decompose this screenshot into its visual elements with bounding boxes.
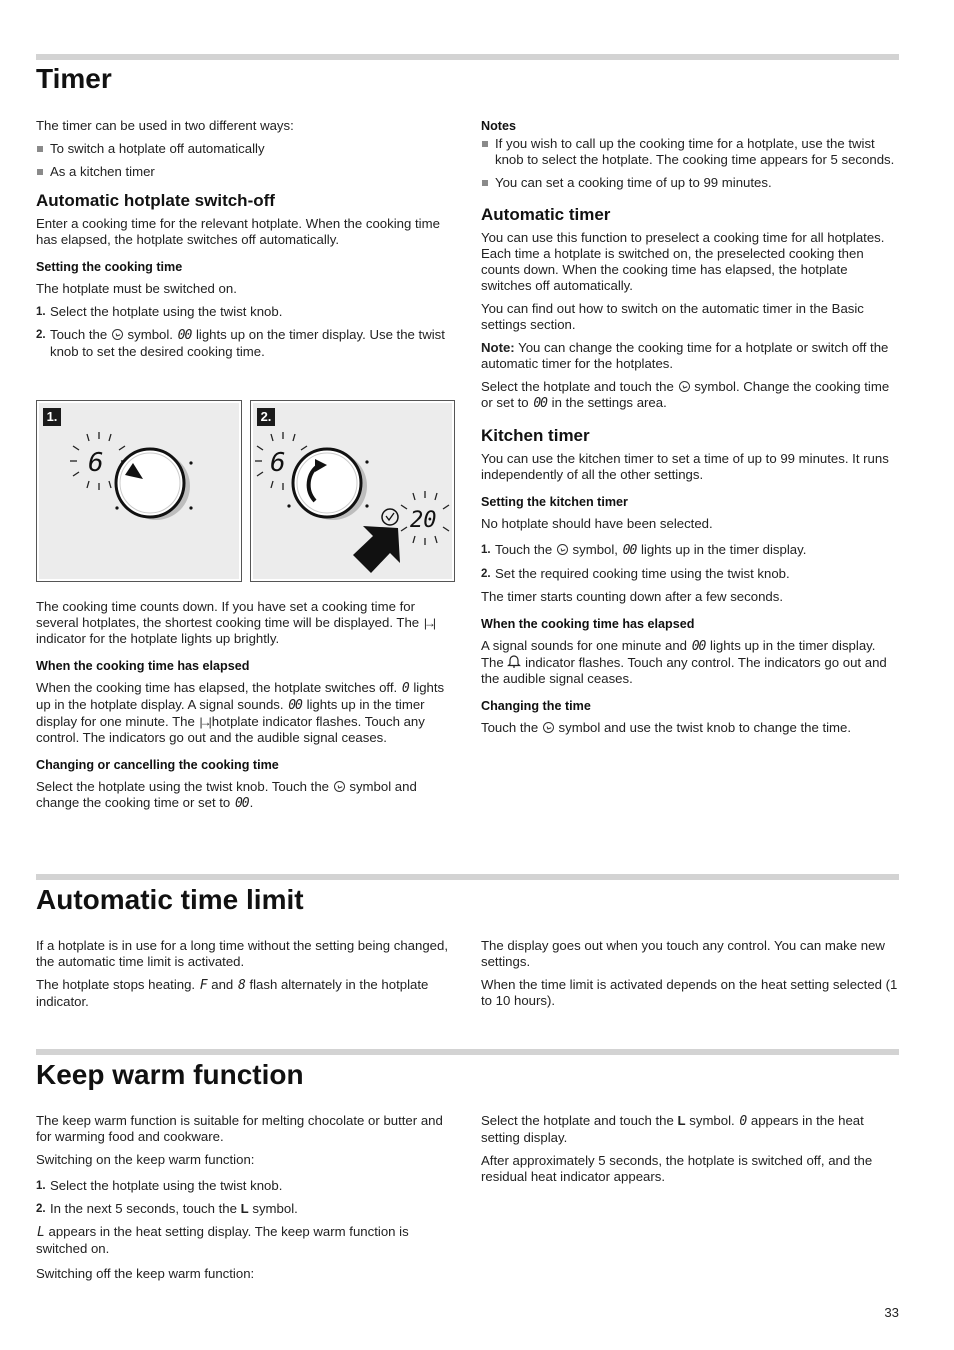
step-number: 1.	[481, 544, 491, 556]
auto-timer-text-2: You can find out how to switch on the automatic timer in the Basic settings section.	[481, 301, 864, 332]
hotplate-indicator-icon: |→|	[423, 616, 434, 630]
step-text: lights up in the timer display.	[640, 542, 807, 557]
section-title-time-limit: Automatic time limit	[36, 884, 304, 915]
display-0-glyph: 0	[739, 1114, 747, 1129]
step-text: lights up on the timer display. Use the twist knob to set the desired cooking time.	[50, 327, 445, 359]
heading-time-elapsed: When the cooking time has elapsed	[36, 659, 250, 673]
setting-cooking-time-text: The hotplate must be switched on.	[36, 281, 237, 296]
timer-clock-icon	[112, 329, 123, 340]
twist-knob-illustration	[39, 403, 241, 581]
section-title-timer: Timer	[36, 63, 112, 94]
display-0-glyph: 0	[401, 681, 409, 696]
auto-timer-note	[481, 340, 899, 372]
keep-warm-intro: The keep warm function is suitable for melting chocolate or butter and for warming food and cookware.	[36, 1113, 443, 1144]
heat-level-digit: 6	[88, 448, 104, 478]
changing-time-text	[481, 720, 899, 736]
timer-clock-icon	[382, 509, 398, 525]
text-run: A signal sounds for one minute and	[481, 638, 688, 653]
L-symbol: L	[240, 1201, 249, 1216]
step-text: Touch the	[50, 327, 108, 342]
text-run: Select the hotplate using the twist knob. Touch the	[36, 779, 330, 794]
step-text: Set the required cooking time using the twist knob.	[495, 566, 790, 581]
keep-warm-steps	[36, 1178, 454, 1217]
timer-digits: 20	[410, 508, 437, 533]
display-00-glyph: 00	[234, 796, 249, 811]
kitchen-timer-text: You can use the kitchen timer to set a time of up to 99 minutes. It runs independently of all the other settings.	[481, 451, 889, 482]
text-run: lights up in the hotplate display. A signal sounds.	[36, 680, 445, 712]
step-text: symbol.	[252, 1201, 298, 1216]
heading-kitchen-timer: Kitchen timer	[481, 426, 590, 445]
step-text: symbol,	[572, 542, 618, 557]
text-run: Touch the	[481, 720, 539, 735]
list-item	[36, 1178, 454, 1194]
display-00-glyph: 00	[691, 639, 706, 654]
list-item: If you wish to call up the cooking time for a hotplate, use the twist knob to select the hotplate. The cooking time appears for 5 seconds.	[481, 136, 899, 168]
text-run: Select the hotplate and touch the	[481, 1113, 674, 1128]
timer-right-column	[481, 118, 899, 743]
step-number: 1.	[36, 1180, 46, 1192]
list-item	[36, 1201, 454, 1217]
text-run: indicator for the hotplate lights up brightly.	[36, 631, 280, 646]
text-run: appears in the heat setting display. The keep warm function is switched on.	[36, 1224, 409, 1256]
auto-timer-text-1: You can use this function to preselect a cooking time for all hotplates. Each time a hotplate is switched on, the preselected cooking then counts down. When the cooking time has elapsed, the hotplate switches off automatically.	[481, 230, 885, 293]
text-run: You can change the cooking time for a hotplate or switch off the automatic timer for the hotplates.	[481, 340, 889, 371]
timer-ways-list	[36, 141, 454, 180]
heat-level-digit: 6	[270, 448, 286, 478]
list-item: As a kitchen timer	[36, 164, 454, 180]
auto-switchoff-text: Enter a cooking time for the relevant hotplate. When the cooking time has elapsed, the hotplate switches off automatically.	[36, 216, 440, 247]
countdown-text	[36, 599, 454, 647]
step-text: Touch the	[495, 542, 553, 557]
display-F-glyph: F	[199, 978, 207, 993]
heading-kitchen-time-elapsed: When the cooking time has elapsed	[481, 617, 695, 631]
bell-icon	[507, 655, 521, 668]
changing-text	[36, 779, 454, 812]
hotplate-indicator-icon: |→|	[199, 715, 209, 729]
display-00-glyph: 00	[177, 328, 192, 343]
heading-notes: Notes	[481, 119, 516, 133]
keep-warm-appears	[36, 1224, 454, 1257]
keep-warm-right-text-1	[481, 1113, 899, 1146]
L-symbol: L	[677, 1113, 686, 1128]
elapsed-text	[36, 680, 454, 746]
figure-panel-1	[36, 400, 242, 582]
twist-knob	[293, 449, 361, 517]
step-text: Select the hotplate using the twist knob.	[50, 1178, 283, 1193]
list-item: To switch a hotplate off automatically	[36, 141, 454, 157]
timer-clock-icon	[543, 722, 554, 733]
section-title-keep-warm: Keep warm function	[36, 1059, 304, 1090]
kitchen-timer-setting-text: No hotplate should have been selected.	[481, 516, 713, 531]
section-rule	[36, 874, 899, 880]
heading-changing-cancelling: Changing or cancelling the cooking time	[36, 758, 279, 772]
display-00-glyph: 00	[533, 396, 547, 411]
step-text: Select the hotplate using the twist knob.	[50, 304, 283, 319]
text-run: lights up in the timer display. The	[481, 638, 876, 670]
heading-automatic-timer: Automatic timer	[481, 205, 611, 224]
display-00-glyph: 00	[622, 543, 637, 558]
panel-label: 2.	[257, 408, 275, 426]
kitchen-timer-after: The timer starts counting down after a few seconds.	[481, 589, 783, 604]
note-label: Note:	[481, 340, 515, 355]
text-run: appears in the heat setting display.	[481, 1113, 864, 1145]
step-text: In the next 5 seconds, touch the	[50, 1201, 237, 1216]
list-item	[481, 542, 899, 559]
text-run: in the settings area.	[551, 395, 667, 410]
step-number: 2.	[36, 329, 46, 341]
time-limit-text-4: When the time limit is activated depends on the heat setting selected (1 to 10 hours).	[481, 977, 898, 1008]
text-run: When the cooking time has elapsed, the hotplate switches off.	[36, 680, 398, 695]
display-8-glyph: 8	[237, 978, 245, 993]
list-item	[481, 566, 899, 582]
time-limit-left-column	[36, 938, 454, 1017]
text-run: Select the hotplate and touch the	[481, 379, 674, 394]
keep-warm-right-column	[481, 1113, 899, 1192]
kitchen-timer-steps	[481, 542, 899, 582]
section-rule	[36, 54, 899, 60]
kitchen-elapsed-text	[481, 638, 899, 687]
section-rule	[36, 1049, 899, 1055]
step-number: 1.	[36, 306, 46, 318]
time-limit-text-2	[36, 977, 454, 1010]
text-run: .	[249, 795, 254, 810]
text-run: symbol and use the twist knob to change the time.	[558, 720, 852, 735]
heading-setting-kitchen-timer: Setting the kitchen timer	[481, 495, 628, 509]
text-run: indicator flashes. Touch any control. The indicators go out and the audible signal ceases.	[481, 655, 887, 686]
timer-clock-icon	[679, 381, 690, 392]
heading-setting-cooking-time: Setting the cooking time	[36, 260, 183, 274]
list-item	[36, 327, 454, 360]
timer-left-column	[36, 118, 454, 367]
timer-clock-icon	[334, 781, 345, 792]
list-item	[36, 304, 454, 320]
twist-knob	[116, 449, 184, 517]
display-00-glyph: 00	[288, 698, 302, 713]
text-run: and	[211, 977, 234, 992]
text-run: lights up in the timer display for one minute. The	[36, 697, 425, 729]
time-limit-text-3: The display goes out when you touch any control. You can make new settings.	[481, 938, 885, 969]
heading-changing-time: Changing the time	[481, 699, 591, 713]
text-run: flash alternately in the hotplate indicator.	[36, 977, 429, 1009]
text-run: The hotplate stops heating.	[36, 977, 196, 992]
keep-warm-on-label: Switching on the keep warm function:	[36, 1152, 255, 1167]
timer-intro: The timer can be used in two different ways:	[36, 118, 294, 133]
timer-clock-icon	[557, 544, 568, 555]
setting-steps	[36, 304, 454, 360]
page-number: 33	[884, 1305, 899, 1320]
notes-list	[481, 136, 899, 191]
step-number: 2.	[36, 1203, 46, 1215]
panel-background	[39, 403, 239, 579]
text-run: symbol.	[689, 1113, 735, 1128]
text-run: symbol and change the cooking time or set to	[36, 779, 417, 810]
time-limit-text-1: If a hotplate is in use for a long time without the setting being changed, the automatic time limit is activated.	[36, 938, 449, 969]
keep-warm-off-label: Switching off the keep warm function:	[36, 1266, 255, 1281]
time-limit-right-column	[481, 938, 899, 1016]
display-L-glyph: L	[37, 1225, 44, 1240]
list-item: You can set a cooking time of up to 99 minutes.	[481, 175, 899, 191]
text-run: hotplate indicator flashes. Touch any control. The indicators go out and the audible signal ceases.	[36, 714, 425, 745]
panel-label: 1.	[43, 408, 61, 426]
step-number: 2.	[481, 568, 491, 580]
figure-panel-2	[250, 400, 455, 582]
keep-warm-right-text-2: After approximately 5 seconds, the hotplate is switched off, and the residual heat indicator appears.	[481, 1153, 873, 1184]
heading-automatic-switch-off: Automatic hotplate switch-off	[36, 191, 275, 210]
text-run: The cooking time counts down. If you have set a cooking time for several hotplates, the shortest cooking time will be displayed. The	[36, 599, 420, 630]
touch-arrow-icon	[353, 526, 400, 573]
twist-knob-timer-illustration	[253, 403, 454, 581]
step-text: symbol.	[127, 327, 173, 342]
panel-background	[253, 403, 452, 579]
auto-timer-select	[481, 379, 899, 412]
keep-warm-left-column	[36, 1113, 454, 1289]
text-run: symbol. Change the cooking time or set to	[481, 379, 890, 410]
timer-left-column-lower	[36, 599, 454, 819]
